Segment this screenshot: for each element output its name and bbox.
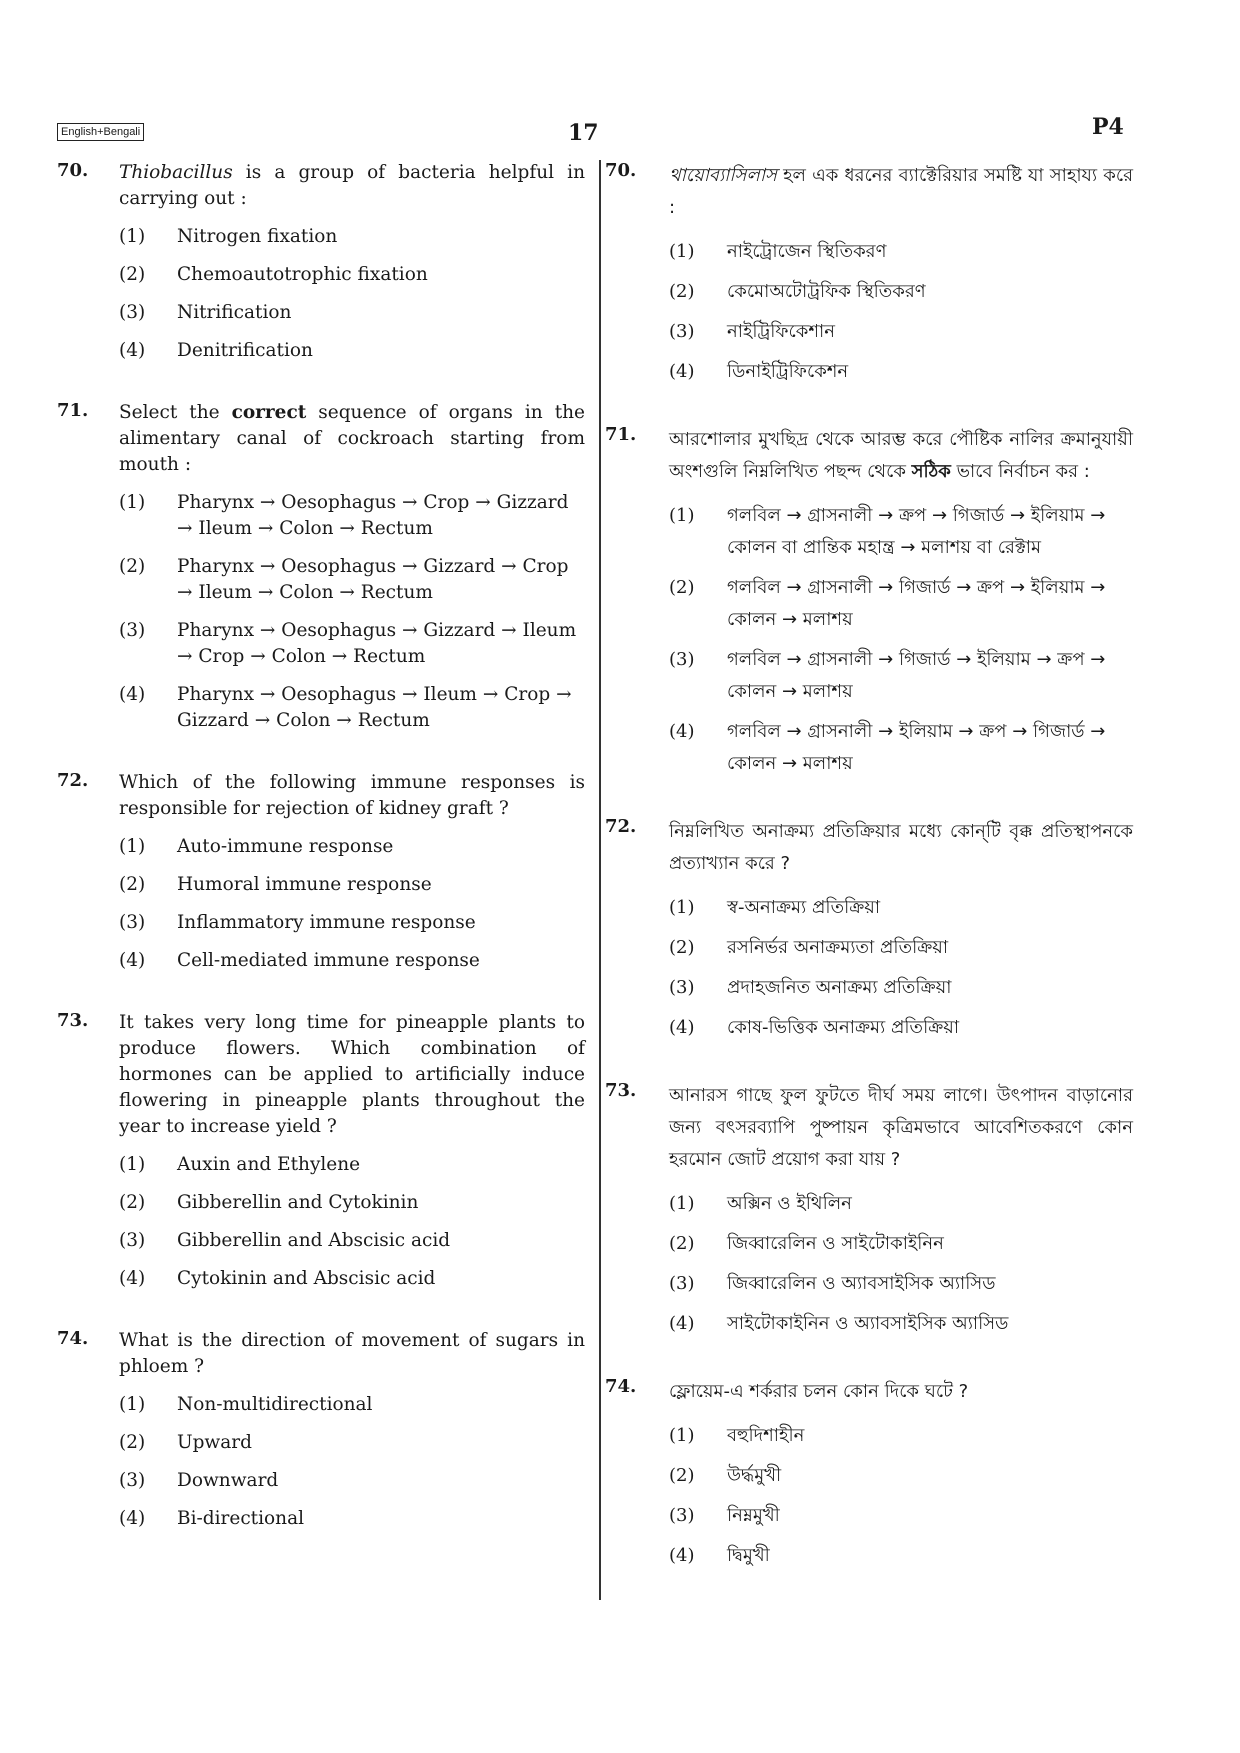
option-text: ডিনাইট্রিফিকেশন [727, 361, 849, 382]
option [669, 500, 1133, 564]
question-number: 73. [57, 1010, 89, 1031]
option-text: Inflammatory immune response [177, 912, 476, 933]
species-name: থায়োব্যাসিলাস [669, 165, 777, 186]
option [669, 1012, 1133, 1044]
option-text: Cytokinin and Abscisic acid [177, 1268, 436, 1289]
option-number: (4) [119, 684, 146, 705]
option [119, 948, 585, 974]
option [669, 644, 1133, 708]
option-list [669, 892, 1133, 1044]
option [669, 1500, 1133, 1532]
option-text: গলবিল → গ্রাসনালী → ক্রপ → গিজার্ড → ইলিয়াম → কোলন বা প্রান্তিক মহান্ত্র → মলাশয় বা রেক্টাম [727, 505, 1106, 558]
option-text: গলবিল → গ্রাসনালী → ইলিয়াম → ক্রপ → গিজার্ড → কোলন → মলাশয় [727, 721, 1106, 774]
option-text: নিম্নমুখী [727, 1505, 780, 1526]
option [669, 1540, 1133, 1572]
option-number: (2) [119, 1192, 146, 1213]
option [669, 356, 1133, 388]
option-text: জিব্বারেলিন ও অ্যাবসাইসিক অ্যাসিড [727, 1273, 996, 1294]
option [669, 1460, 1133, 1492]
option-text: গলবিল → গ্রাসনালী → গিজার্ড → ক্রপ → ইলিয়াম → কোলন → মলাশয় [727, 577, 1106, 630]
option-list [669, 236, 1133, 388]
question-text [119, 160, 585, 212]
option-number: (1) [119, 836, 146, 857]
option-number: (4) [119, 1268, 146, 1289]
option-text: Nitrification [177, 302, 292, 323]
question-70-bn [605, 160, 1133, 388]
option [119, 490, 585, 542]
option-number: (2) [119, 874, 146, 895]
option [669, 1188, 1133, 1220]
option-text: Denitrification [177, 340, 313, 361]
question-text [669, 424, 1133, 488]
species-name: Thiobacillus [119, 162, 233, 183]
question-text-pre: আরশোলার মুখছিদ্র থেকে আরম্ভ করে পৌষ্টিক নালির ক্রমানুযায়ী অংশগুলি নিম্নলিখিত পছন্দ থেকে [669, 429, 1133, 482]
option-number: (2) [669, 1465, 695, 1486]
option-text: Humoral immune response [177, 874, 432, 895]
option-number: (3) [119, 1230, 146, 1251]
option-text: দ্বিমুখী [727, 1545, 770, 1566]
option-number: (1) [669, 241, 695, 262]
option [119, 1152, 585, 1178]
question-number: 72. [57, 770, 89, 791]
question-text-post: sequence of organs in the alimentary canal of cockroach starting from mouth : [119, 402, 585, 475]
option-text: গলবিল → গ্রাসনালী → গিজার্ড → ইলিয়াম → ক্রপ → কোলন → মলাশয় [727, 649, 1106, 702]
option-number: (1) [119, 1394, 146, 1415]
question-number: 73. [605, 1080, 637, 1101]
option-number: (3) [669, 977, 695, 998]
question-text-pre: Select the [119, 402, 232, 423]
option-number: (2) [669, 577, 695, 598]
option [669, 1420, 1133, 1452]
option [669, 716, 1133, 780]
question-text-emphasis: correct [231, 402, 307, 423]
option-list [119, 490, 585, 734]
option-text: অক্সিন ও ইথিলিন [727, 1193, 852, 1214]
bengali-column [605, 160, 1133, 1608]
option-list [119, 834, 585, 974]
option-text: Chemoautotrophic fixation [177, 264, 428, 285]
option-text: Gibberellin and Abscisic acid [177, 1230, 451, 1251]
option [669, 932, 1133, 964]
question-74-en [57, 1328, 585, 1532]
option-number: (2) [669, 1233, 695, 1254]
question-text-rest: is a group of bacteria helpful in carrying out : [119, 162, 585, 209]
question-number: 70. [57, 160, 89, 181]
option-number: (3) [669, 321, 695, 342]
option-number: (2) [119, 556, 146, 577]
option-number: (3) [119, 912, 146, 933]
option-text: বহুদিশাহীন [727, 1425, 805, 1446]
question-text: আনারস গাছে ফুল ফুটতে দীর্ঘ সময় লাগে। উৎপাদন বাড়ানোর জন্য বৎসরব্যাপি পুষ্পায়ন কৃত্রিমভাবে আবেশিতকরণে কোন হরমোন জোট প্রয়োগ করা যায় ? [669, 1085, 1133, 1170]
option-text: Pharynx → Oesophagus → Gizzard → Crop → Ileum → Colon → Rectum [177, 556, 569, 603]
option-number: (3) [669, 649, 695, 670]
option-text: প্রদাহজনিত অনাক্রম্য প্রতিক্রিয়া [727, 977, 952, 998]
option-list [669, 1420, 1133, 1572]
option-list [119, 224, 585, 364]
option [119, 300, 585, 326]
question-71-bn [605, 424, 1133, 780]
option [119, 872, 585, 898]
option-number: (4) [669, 1545, 695, 1566]
option-number: (2) [669, 937, 695, 958]
question-number: 72. [605, 816, 637, 837]
option-text: Auto-immune response [177, 836, 394, 857]
option-number: (2) [669, 281, 695, 302]
question-text-post: ভাবে নির্বাচন কর : [950, 461, 1090, 482]
option-number: (1) [669, 897, 695, 918]
option [119, 554, 585, 606]
question-74-bn [605, 1376, 1133, 1572]
question-text-rest: হল এক ধরনের ব্যাক্টেরিয়ার সমষ্টি যা সাহায্য করে : [669, 165, 1133, 218]
option [119, 262, 585, 288]
option-list [669, 1188, 1133, 1340]
column-divider [599, 160, 601, 1600]
option [119, 910, 585, 936]
question-text: ফ্লোয়েম-এ শর্করার চলন কোন দিকে ঘটে ? [669, 1381, 969, 1402]
option-text: Nitrogen fixation [177, 226, 338, 247]
english-column [57, 160, 585, 1568]
option [669, 236, 1133, 268]
option-text: নাইট্রিফিকেশান [727, 321, 835, 342]
option-number: (3) [119, 620, 146, 641]
option [119, 1392, 585, 1418]
option-number: (3) [669, 1505, 695, 1526]
question-number: 71. [605, 424, 637, 445]
option-list [119, 1152, 585, 1292]
option-text: উর্দ্ধমুখী [727, 1465, 782, 1486]
option-number: (1) [669, 1425, 695, 1446]
option-text: Pharynx → Oesophagus → Gizzard → Ileum → Crop → Colon → Rectum [177, 620, 577, 667]
question-text: It takes very long time for pineapple plants to produce flowers. Which combination of hormones can be applied to artificially induce flowering in pineapple plants throughout the year to increase yield ? [119, 1012, 585, 1137]
question-text: What is the direction of movement of sugars in phloem ? [119, 1330, 585, 1377]
question-text [119, 400, 585, 478]
question-number: 74. [605, 1376, 637, 1397]
option [669, 572, 1133, 636]
question-72-en [57, 770, 585, 974]
question-text-emphasis: সঠিক [911, 461, 951, 482]
option [669, 316, 1133, 348]
option-number: (1) [119, 1154, 146, 1175]
option [119, 1430, 585, 1456]
option-text: Downward [177, 1470, 279, 1491]
question-72-bn [605, 816, 1133, 1044]
option-text: Upward [177, 1432, 252, 1453]
option [119, 1228, 585, 1254]
option-text: কোষ-ভিত্তিক অনাক্রম্য প্রতিক্রিয়া [727, 1017, 960, 1038]
option-number: (4) [119, 1508, 146, 1529]
option-number: (1) [119, 492, 146, 513]
option [669, 892, 1133, 924]
option-text: Bi-directional [177, 1508, 305, 1529]
question-text: নিম্নলিখিত অনাক্রম্য প্রতিক্রিয়ার মধ্যে কোন্‌টি বৃক্ক প্রতিস্থাপনকে প্রত্যাখ্যান করে ? [669, 821, 1133, 874]
option-text: Non-multidirectional [177, 1394, 373, 1415]
option-text: Gibberellin and Cytokinin [177, 1192, 419, 1213]
option-number: (4) [669, 361, 695, 382]
option [119, 682, 585, 734]
option-number: (2) [119, 1432, 146, 1453]
option-text: সাইটোকাইনিন ও অ্যাবসাইসিক অ্যাসিড [727, 1313, 1009, 1334]
option-text: স্ব-অনাক্রম্য প্রতিক্রিয়া [727, 897, 881, 918]
language-tag: English+Bengali [57, 123, 144, 141]
option [119, 1506, 585, 1532]
option-number: (1) [669, 505, 695, 526]
option-text: Pharynx → Oesophagus → Crop → Gizzard → Ileum → Colon → Rectum [177, 492, 569, 539]
question-number: 74. [57, 1328, 89, 1349]
option-text: নাইট্রোজেন স্থিতিকরণ [727, 241, 887, 262]
paper-code: P4 [1092, 114, 1124, 140]
question-71-en [57, 400, 585, 734]
option [669, 1308, 1133, 1340]
option-number: (4) [669, 1313, 695, 1334]
option-list [669, 500, 1133, 780]
option-text: রসনির্ভর অনাক্রম্যতা প্রতিক্রিয়া [727, 937, 949, 958]
question-text [669, 160, 1133, 224]
option-text: জিব্বারেলিন ও সাইটোকাইনিন [727, 1233, 944, 1254]
option-number: (1) [119, 226, 146, 247]
option [119, 618, 585, 670]
option [669, 276, 1133, 308]
question-number: 70. [605, 160, 637, 181]
option-number: (1) [669, 1193, 695, 1214]
option-number: (4) [119, 950, 146, 971]
option-number: (3) [119, 302, 146, 323]
question-70-en [57, 160, 585, 364]
option-number: (4) [669, 721, 695, 742]
option [119, 834, 585, 860]
option [119, 1468, 585, 1494]
question-text: Which of the following immune responses is responsible for rejection of kidney graft ? [119, 772, 585, 819]
option-list [119, 1392, 585, 1532]
option-number: (2) [119, 264, 146, 285]
option-number: (4) [669, 1017, 695, 1038]
option [119, 1266, 585, 1292]
question-number: 71. [57, 400, 89, 421]
option-text: Cell-mediated immune response [177, 950, 480, 971]
option [669, 1268, 1133, 1300]
option-text: কেমোঅটোট্রফিক স্থিতিকরণ [727, 281, 926, 302]
question-73-en [57, 1010, 585, 1292]
option [669, 972, 1133, 1004]
option [119, 1190, 585, 1216]
option-number: (3) [119, 1470, 146, 1491]
option [119, 338, 585, 364]
option-number: (4) [119, 340, 146, 361]
option-text: Auxin and Ethylene [177, 1154, 361, 1175]
option [119, 224, 585, 250]
option-text: Pharynx → Oesophagus → Ileum → Crop → Gizzard → Colon → Rectum [177, 684, 572, 731]
page-number: 17 [568, 120, 599, 146]
option [669, 1228, 1133, 1260]
option-number: (3) [669, 1273, 695, 1294]
question-73-bn [605, 1080, 1133, 1340]
